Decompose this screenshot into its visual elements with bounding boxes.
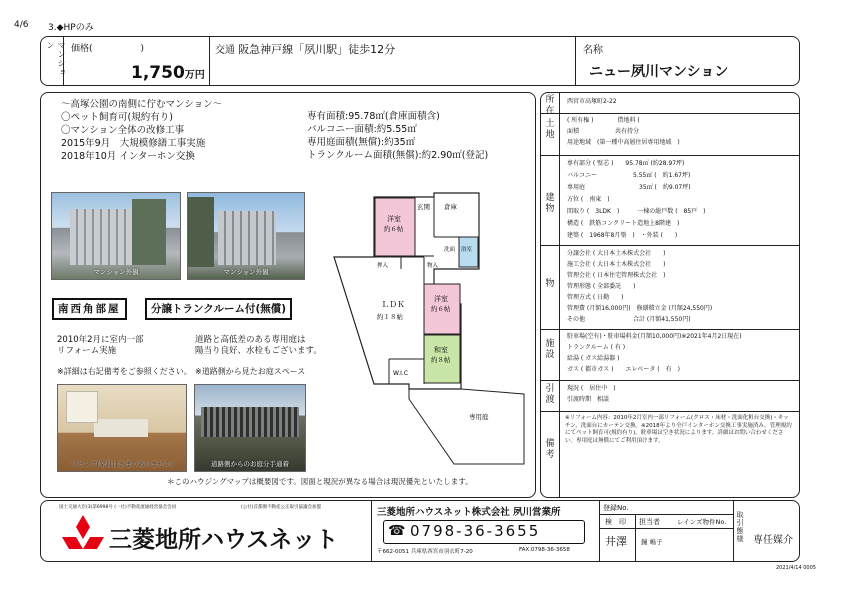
staff-name: 井澤	[605, 535, 627, 548]
land-row-3: 用途地域 (第一種中高層住居専用地域 )	[567, 139, 680, 146]
reins-label: レインズ物件No.	[677, 518, 727, 526]
name-label: 名称	[583, 45, 603, 56]
manage-row-5: 管理方式 ( 日勤 )	[567, 294, 624, 301]
sec-building: 建物	[545, 193, 555, 214]
check-label: 検 印	[605, 518, 626, 526]
top-bar	[40, 36, 800, 86]
fp-wic: W.I.C	[393, 370, 409, 377]
remarks-text: ※リフォーム内容：2010年2月室内一部リフォーム(クロス・床材・洗面化粧台交換)・キッチン、洗面台にカーテン交換。※2018年より全戸インターホン交換工事実施済み。管理規約にてペット飼育可(規約有り)。駐車場は空き状況によります。詳細はお問い合わせください。専用庭は無償にてご利用頂けます。	[565, 415, 792, 444]
land-row-2: 面積 共有持分	[567, 128, 640, 135]
area-1: 専有面積:95.78㎡(倉庫面積含)	[307, 111, 440, 122]
fp-ldk: ＬＤＫ	[381, 300, 405, 309]
land-row-1: ( 所有権 ) 借地料 (	[567, 117, 640, 124]
ref-note-2: ※道路側から見たお庭スペース	[195, 367, 306, 376]
floor-plan	[329, 189, 529, 469]
feature-point-1: 〇ペット飼育可(規約有り)	[61, 112, 173, 123]
feature-point-2: 〇マンション全体の改修工事	[61, 125, 185, 136]
phone-icon: ☎	[388, 523, 406, 539]
map-note: ＊このハウジングマップは概要図です。図面と現況が異なる場合は現況優先といたします。	[167, 477, 473, 486]
bldg-row-2: バルコニー 5.55㎡ ( 約1.67坪)	[567, 172, 691, 179]
bldg-row-5: 間取り ( 3LDK ) 一棟の総戸数 ( 85戸 )	[567, 208, 706, 215]
fp-west-size: 約６帖	[384, 225, 404, 233]
sec-location: 所在	[545, 95, 555, 116]
sec-land: 土地	[545, 119, 555, 140]
fp-ldk-size: 約１８帖	[377, 313, 403, 321]
manage-row-2: 施工会社 ( 大日本土木株式会社 )	[567, 261, 666, 268]
fp-hall: 玄関	[417, 203, 430, 211]
manage-row-4: 管理形態 ( 全部委託 )	[567, 283, 636, 290]
footer-small-left-1: 国土交通大臣(3)第6998号 (一社)不動産流通経営協会会員	[59, 505, 177, 510]
doc-date: 2021/4/14 0005	[776, 565, 816, 571]
facility-row-2: トランクルーム ( 有 )	[567, 344, 626, 351]
fp-storage: 倉庫	[444, 203, 457, 211]
branch-fax: FAX.0798-36-3658	[519, 547, 570, 553]
exterior-photo-2: マンション外観	[187, 192, 305, 280]
garden-photo: 道路側からのお庭分手通着	[194, 384, 306, 472]
bldg-row-7: 建築 ( 1968年8月築 ) ・外装 ( )	[567, 232, 678, 239]
price-label: 価格( )	[71, 44, 145, 54]
area-4: トランクルーム面積(無償):約2.90㎡(登記)	[307, 150, 489, 161]
fp-japanese-size: 約８帖	[431, 356, 451, 364]
fp-japanese: 和室	[434, 346, 448, 354]
fp-garden: 専用庭	[469, 413, 489, 421]
facility-row-1: 駐車場(空有)・駐車場料金(月額10,000円)※2021年4月2日現在)	[567, 333, 742, 340]
badge-trunk-room: 分譲トランクルーム付(無償)	[145, 298, 292, 320]
facility-row-4: ガス ( 都市ガス ) エレベータ ( 有 )	[567, 366, 680, 373]
manage-row-6: 管理費 (月額16,000円) 修繕積立金 (月額24,550円)	[567, 305, 713, 312]
fp-closet2: 物入	[427, 263, 439, 269]
feature-point-3: 2015年9月 大規模修繕工事実施	[61, 138, 206, 149]
manage-row-3: 管理会社 ( 日本住宅管理株式会社 )	[567, 272, 666, 279]
current-row-2: 引渡時期 相談	[567, 396, 610, 403]
fp-bath: 浴室	[461, 247, 473, 253]
bldg-row-3: 専用庭 35㎡ ( 約9.07坪)	[567, 184, 691, 191]
staff-label: 担当者	[639, 518, 660, 526]
sec-facility: 施設	[545, 339, 555, 360]
sec-current: 引渡	[545, 384, 555, 405]
note-left: 2010年2月に室内一部 リフォーム実施	[57, 335, 144, 356]
footer	[40, 500, 800, 562]
hp-label: 3.◆HPのみ	[48, 23, 94, 33]
fp-wash: 洗面	[444, 247, 456, 253]
feature-point-4: 2018年10月 インターホン交換	[61, 151, 195, 162]
fp-west2-size: 約６帖	[431, 305, 451, 313]
property-name: ニュー夙川マンション	[589, 64, 729, 80]
footer-small-left-2: (公社)首都圏不動産公正取引協議会加盟	[241, 505, 322, 510]
note-right: 道路と高低差のある専用庭は 陽当り良好、水栓もございます。	[195, 335, 322, 356]
page-number: 4/6	[14, 20, 29, 30]
deal-type-label: 取引態様	[736, 511, 744, 543]
manage-row-7: その他 合計 (月額41,550円)	[567, 316, 691, 323]
reg-label: 登録No.	[603, 504, 629, 512]
feature-catch: ～高塚公園の南側に佇むマンション～	[61, 99, 223, 110]
location-value: 西宮市高塚町2-22	[567, 98, 617, 105]
exterior-photo-1: マンション外観	[51, 192, 181, 280]
branch-address: 〒662-0051 兵庫県西宮市羽衣町7-20	[377, 549, 473, 555]
deal-type: 専任媒介	[753, 535, 793, 546]
company-logo-icon	[61, 513, 105, 551]
phone-number: 0798-36-3655	[410, 522, 541, 540]
mansion-tag: マンション	[46, 41, 66, 77]
living-photo: リビング(家具はきまりありません)	[57, 384, 187, 472]
bldg-row-4: 方位 ( 南東 )	[567, 196, 610, 203]
fp-west2: 洋室	[434, 295, 448, 303]
fp-closet: 押入	[377, 263, 389, 269]
left-main	[40, 92, 536, 498]
branch-name: 三菱地所ハウスネット株式会社 夙川営業所	[377, 507, 561, 518]
area-2: バルコニー面積:約5.55㎡	[307, 124, 417, 135]
phone-box	[383, 520, 585, 544]
area-3: 専用庭面積(無償):約35㎡	[307, 137, 416, 148]
transport: 交通 阪急神戸線「夙川駅」徒歩12分	[215, 43, 396, 56]
right-info	[540, 92, 800, 498]
sec-remarks: 備考	[545, 439, 555, 460]
price-value: 1,750万円	[131, 63, 205, 83]
company-logo-text: 三菱地所ハウスネット	[109, 527, 339, 553]
bldg-row-1: 専有部分 ( 壁芯 ) 95.78㎡ (約28.97坪)	[567, 160, 685, 167]
staff-name-2: 鐘 嶋子	[641, 538, 663, 546]
sec-management: 物	[545, 279, 555, 289]
current-row-1: 現況 ( 居住中 )	[567, 385, 616, 392]
ref-note-1: ※詳細は右記備考をご参照ください。	[57, 367, 192, 376]
manage-row-1: 分譲会社 ( 大日本土木株式会社 )	[567, 250, 666, 257]
facility-row-3: 給湯 ( ガス給湯器 )	[567, 355, 620, 362]
fp-west-label: 洋室	[387, 215, 401, 223]
bldg-row-6: 構造 ( 鉄筋コンクリート造地上8階建 )	[567, 220, 680, 227]
badge-southwest: 南西角部屋	[52, 298, 127, 320]
